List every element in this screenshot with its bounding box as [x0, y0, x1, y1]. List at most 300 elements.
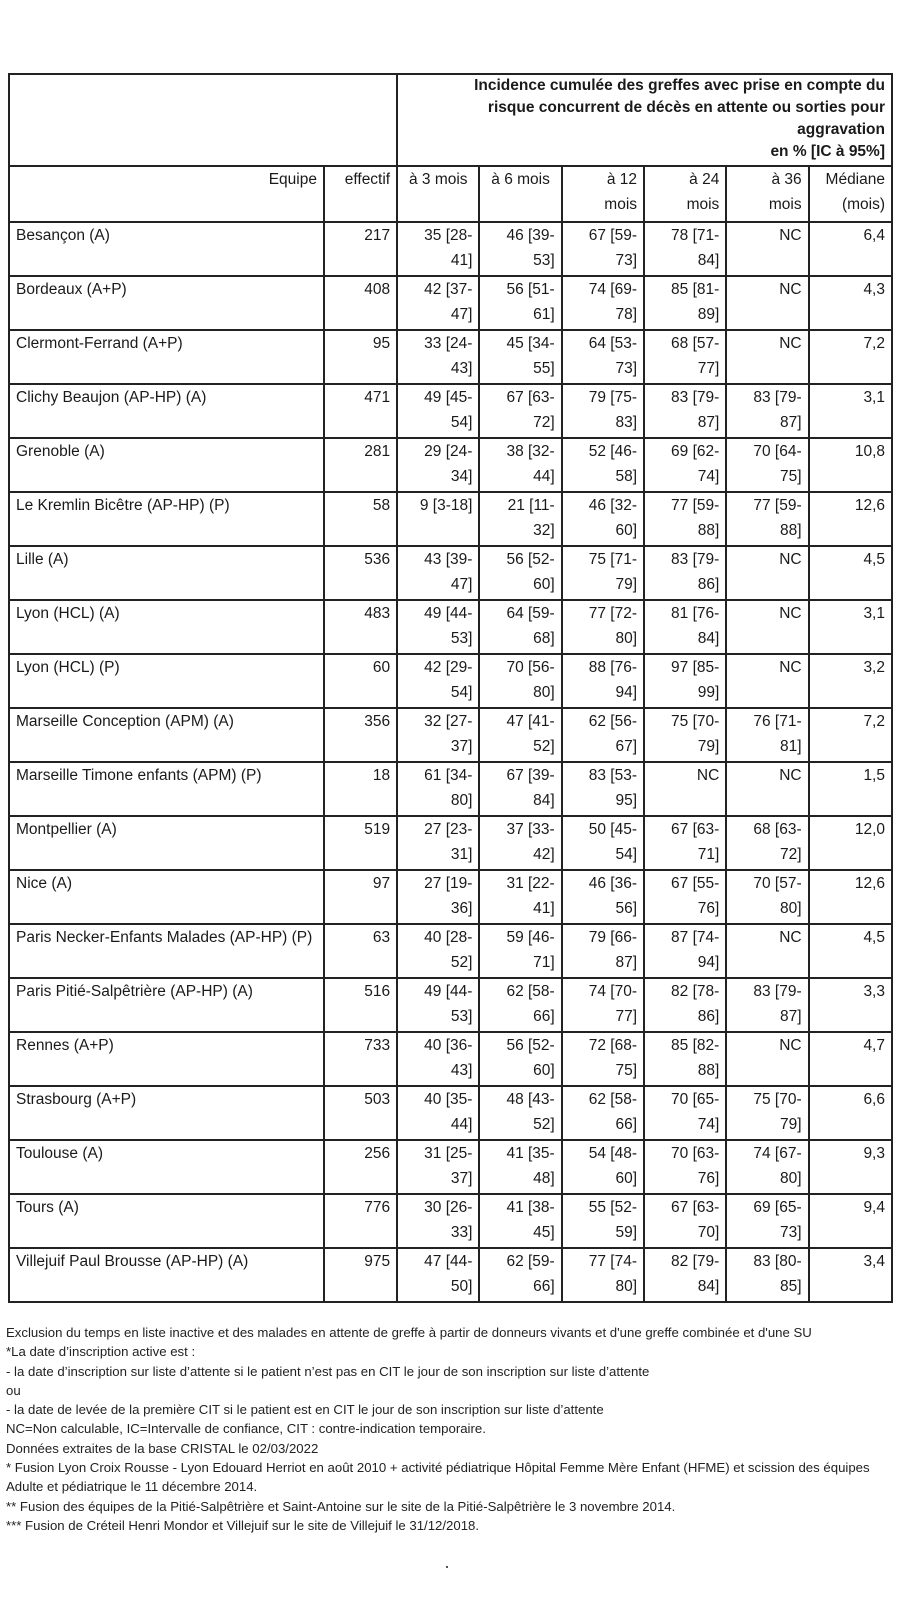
note-line: - la date d’inscription sur liste d’attente si le patient n’est pas en CIT le jour de son inscription sur liste d’attente [6, 1363, 650, 1379]
cell-equipe: Lyon (HCL) (P) [9, 654, 324, 708]
cell-m6 [479, 222, 561, 276]
cell-line: NC [779, 929, 802, 946]
cell-m24 [644, 978, 726, 1032]
cell-effectif: 733 [324, 1032, 397, 1086]
table-row [9, 330, 892, 384]
cell-effectif: 503 [324, 1086, 397, 1140]
cell-m3 [397, 1140, 479, 1194]
cell-line: 38 [32- [506, 443, 555, 460]
cell-effectif: 471 [324, 384, 397, 438]
cell-m36 [726, 1194, 808, 1248]
cell-line [733, 248, 801, 273]
cell-line: 43] [450, 360, 473, 377]
cell-effectif: 356 [324, 708, 397, 762]
cell-line: NC [779, 551, 802, 568]
cell-line: 50] [450, 1278, 473, 1295]
cell-equipe: Toulouse (A) [9, 1140, 324, 1194]
cell-m3 [397, 1086, 479, 1140]
cell-line: 80] [615, 630, 638, 647]
cell-mediane: 3,2 [809, 654, 892, 708]
cell-line: 68 [63- [753, 821, 802, 838]
header-blank-cell [9, 74, 397, 166]
cell-line: 54] [615, 846, 638, 863]
cell-line: 69 [62- [671, 443, 720, 460]
note-line: Données extraites de la base CRISTAL le 02/03/2022 [6, 1440, 319, 1456]
cell-m24 [644, 816, 726, 870]
cell-m36 [726, 438, 808, 492]
cell-line: 37] [450, 738, 473, 755]
cell-m36 [726, 1248, 808, 1302]
cell-m3 [397, 924, 479, 978]
cell-m12 [562, 600, 644, 654]
cell-mediane: 3,1 [809, 384, 892, 438]
note-line: Exclusion du temps en liste inactive et des malades en attente de greffe à partir de donneurs vivants et d'une greffe combinée et d'une SU [6, 1325, 812, 1340]
cell-line [733, 626, 801, 651]
cell-line: 66] [533, 1278, 555, 1295]
cell-line: 88] [780, 522, 802, 539]
cell-line: 34] [450, 468, 473, 485]
cell-m12 [562, 978, 644, 1032]
cell-equipe: Grenoble (A) [9, 438, 324, 492]
cell-line: 54 [48- [588, 1145, 638, 1162]
cell-line: 47] [450, 306, 473, 323]
cell-line: 74] [697, 468, 720, 485]
cell-line: 52] [450, 954, 473, 971]
cell-line: 75 [70- [753, 1091, 802, 1108]
cell-m24 [644, 276, 726, 330]
cell-m6 [479, 384, 561, 438]
cell-line: 60] [533, 1062, 555, 1079]
col-header-36-mois: à 36 mois [726, 166, 808, 222]
cell-equipe: Paris Necker-Enfants Malades (AP-HP) (P) [9, 924, 324, 978]
cell-line: 80] [780, 1170, 802, 1187]
cell-line: 33] [450, 1224, 473, 1241]
cell-effectif: 97 [324, 870, 397, 924]
cell-line: 73] [615, 360, 638, 377]
cell-line: 40 [28- [424, 929, 473, 946]
cell-effectif: 256 [324, 1140, 397, 1194]
cell-line: 72] [533, 414, 555, 431]
cell-effectif: 975 [324, 1248, 397, 1302]
cell-m24 [644, 654, 726, 708]
table-row [9, 1140, 892, 1194]
cell-line: 74 [69- [588, 281, 638, 298]
cell-m12 [562, 276, 644, 330]
table-row [9, 492, 892, 546]
cell-m24 [644, 492, 726, 546]
cell-line: 87] [615, 954, 638, 971]
cell-equipe: Lille (A) [9, 546, 324, 600]
cell-equipe: Tours (A) [9, 1194, 324, 1248]
cell-line: 74] [697, 1116, 720, 1133]
cell-line: 88] [697, 1062, 720, 1079]
table-row [9, 708, 892, 762]
note-line: *La date d’inscription active est : [6, 1344, 196, 1360]
cell-line: 87] [780, 1008, 802, 1025]
cell-line: 35 [28- [424, 227, 473, 244]
cell-m24 [644, 1140, 726, 1194]
cell-line: 77] [697, 360, 720, 377]
cell-m6 [479, 1032, 561, 1086]
cell-line [733, 572, 801, 597]
cell-m12 [562, 1194, 644, 1248]
cell-line: 54] [450, 414, 473, 431]
cell-line: 31] [450, 846, 473, 863]
cell-line: 75] [780, 468, 802, 485]
table-row [9, 1086, 892, 1140]
cell-line: 73] [615, 252, 638, 269]
cell-m24 [644, 438, 726, 492]
cell-m24 [644, 600, 726, 654]
cell-m36 [726, 222, 808, 276]
cell-equipe: Marseille Conception (APM) (A) [9, 708, 324, 762]
cell-m3 [397, 1032, 479, 1086]
cell-line: 62 [58- [506, 983, 555, 1000]
cell-line: 66] [615, 1116, 638, 1133]
cell-line: 42 [37- [424, 281, 473, 298]
cell-mediane: 7,2 [809, 330, 892, 384]
cell-line: 84] [533, 792, 555, 809]
cell-line: 52] [533, 738, 555, 755]
note-line: ** Fusion des équipes de la Pitié-Salpêtrière et Saint-Antoine sur le site de la Pitié-Salpêtrière le 3 novembre 2014. [6, 1498, 676, 1514]
cell-line: 67] [615, 738, 638, 755]
cell-line: 77 [72- [588, 605, 638, 622]
cell-m36 [726, 276, 808, 330]
table-row [9, 762, 892, 816]
table-row [9, 546, 892, 600]
cell-m3 [397, 222, 479, 276]
cell-line: 62 [59- [506, 1253, 555, 1270]
cell-m12 [562, 870, 644, 924]
cell-mediane: 6,4 [809, 222, 892, 276]
cell-line: 70 [56- [506, 659, 555, 676]
table-header-columns [9, 166, 892, 222]
cell-m12 [562, 1032, 644, 1086]
cell-line: 81 [76- [671, 605, 720, 622]
cell-line: 83] [615, 414, 638, 431]
cell-line: 53] [533, 252, 555, 269]
cell-line: 85] [780, 1278, 802, 1295]
cell-effectif: 776 [324, 1194, 397, 1248]
cell-line: 70 [65- [671, 1091, 720, 1108]
cell-line: 80] [615, 1278, 638, 1295]
cell-mediane: 4,7 [809, 1032, 892, 1086]
cell-line: 49 [44- [424, 605, 473, 622]
cell-line: 36] [450, 900, 473, 917]
col-header-12-mois: à 12 mois [562, 166, 644, 222]
cell-m24 [644, 870, 726, 924]
cell-m36 [726, 1086, 808, 1140]
cell-effectif: 217 [324, 222, 397, 276]
cell-line: 21 [11- [507, 497, 555, 514]
cell-line: 55] [533, 360, 555, 377]
cell-line: 79] [780, 1116, 802, 1133]
cell-equipe: Lyon (HCL) (A) [9, 600, 324, 654]
cell-m12 [562, 438, 644, 492]
cell-equipe: Bordeaux (A+P) [9, 276, 324, 330]
cell-mediane: 4,3 [809, 276, 892, 330]
cell-line: 41] [533, 900, 555, 917]
cell-line: 30 [26- [424, 1199, 473, 1216]
cell-m6 [479, 762, 561, 816]
table-row [9, 276, 892, 330]
cell-effectif: 408 [324, 276, 397, 330]
cell-m36 [726, 924, 808, 978]
cell-line: 88] [697, 522, 720, 539]
cell-line: 44] [533, 468, 555, 485]
table-notes [6, 1323, 891, 1535]
cell-m12 [562, 1248, 644, 1302]
cell-m3 [397, 330, 479, 384]
cell-line: 67 [59- [588, 227, 638, 244]
cell-line: 95] [615, 792, 638, 809]
cell-m3 [397, 1194, 479, 1248]
page-mark [446, 1566, 448, 1568]
cell-mediane: 4,5 [809, 924, 892, 978]
cell-m12 [562, 492, 644, 546]
cell-line: 83 [79- [671, 551, 720, 568]
cell-m12 [562, 762, 644, 816]
cell-line [733, 1058, 801, 1083]
cell-line: 52] [533, 1116, 555, 1133]
cell-line: 83 [80- [753, 1253, 802, 1270]
cell-m24 [644, 1032, 726, 1086]
cell-line: 79 [75- [588, 389, 638, 406]
cell-line: 42 [29- [424, 659, 473, 676]
cell-line: 78 [71- [671, 227, 720, 244]
cell-line: 80] [533, 684, 555, 701]
cell-line: 37 [33- [506, 821, 555, 838]
cell-line: 29 [24- [424, 443, 473, 460]
cell-m24 [644, 222, 726, 276]
cell-m3 [397, 708, 479, 762]
cell-m3 [397, 654, 479, 708]
cell-line: 75 [70- [671, 713, 720, 730]
cell-mediane: 3,1 [809, 600, 892, 654]
cell-line: 83 [79- [753, 389, 802, 406]
cell-equipe: Besançon (A) [9, 222, 324, 276]
cell-m6 [479, 492, 561, 546]
cell-m12 [562, 924, 644, 978]
cell-m36 [726, 654, 808, 708]
cell-effectif: 58 [324, 492, 397, 546]
cell-m6 [479, 1140, 561, 1194]
cell-line: 81] [780, 738, 802, 755]
cell-line [733, 950, 801, 975]
cell-line: 86] [697, 576, 720, 593]
cell-line: 99] [697, 684, 720, 701]
cell-mediane: 1,5 [809, 762, 892, 816]
cell-m36 [726, 978, 808, 1032]
table-row [9, 1194, 892, 1248]
cell-m12 [562, 384, 644, 438]
cell-equipe: Villejuif Paul Brousse (AP-HP) (A) [9, 1248, 324, 1302]
header-title-line: en % [IC à 95%] [770, 143, 885, 160]
cell-m3 [397, 276, 479, 330]
cell-m3 [397, 600, 479, 654]
table-body [9, 222, 892, 1302]
cell-equipe: Rennes (A+P) [9, 1032, 324, 1086]
col-header-6-mois: à 6 mois [479, 166, 561, 222]
cell-effectif: 18 [324, 762, 397, 816]
cell-line: 27 [19- [424, 875, 473, 892]
cell-line: 53] [450, 630, 473, 647]
col-header-24-mois: à 24 mois [644, 166, 726, 222]
cell-m24 [644, 384, 726, 438]
cell-line: 43 [39- [424, 551, 473, 568]
cell-line: 47 [41- [506, 713, 555, 730]
cell-line: 87 [74- [671, 929, 720, 946]
note-line: NC=Non calculable, IC=Intervalle de confiance, CIT : contre-indication temporaire. [6, 1421, 486, 1437]
cell-line: NC [779, 659, 802, 676]
cell-line: 33 [24- [424, 335, 473, 352]
header-title-cell [397, 74, 892, 166]
cell-line: 41 [35- [506, 1145, 555, 1162]
cell-line: 76] [697, 1170, 720, 1187]
cell-m12 [562, 654, 644, 708]
table-row [9, 924, 892, 978]
cell-line: 88 [76- [588, 659, 638, 676]
cell-m6 [479, 708, 561, 762]
cell-line: 74 [70- [588, 983, 638, 1000]
cell-line: 60] [615, 522, 638, 539]
cell-m24 [644, 1248, 726, 1302]
cell-line: 77] [615, 1008, 638, 1025]
cell-line: 76 [71- [753, 713, 802, 730]
cell-line: 41] [450, 252, 473, 269]
cell-line: 56 [52- [506, 1037, 555, 1054]
cell-line [733, 680, 801, 705]
cell-line: 82 [78- [671, 983, 720, 1000]
cell-m3 [397, 870, 479, 924]
cell-m36 [726, 762, 808, 816]
cell-line: 72] [780, 846, 802, 863]
cell-line: 54] [450, 684, 473, 701]
cell-line: 62 [56- [588, 713, 638, 730]
header-title-line: Incidence cumulée des greffes avec prise en compte du [474, 77, 885, 94]
cell-mediane: 9,4 [809, 1194, 892, 1248]
cell-equipe: Nice (A) [9, 870, 324, 924]
cell-line: 72 [68- [588, 1037, 638, 1054]
cell-line [733, 788, 801, 813]
col-header-equipe: Equipe [9, 166, 324, 222]
cell-m3 [397, 1248, 479, 1302]
cell-effectif: 536 [324, 546, 397, 600]
cell-m12 [562, 222, 644, 276]
cell-equipe: Marseille Timone enfants (APM) (P) [9, 762, 324, 816]
cell-line: 41 [38- [506, 1199, 555, 1216]
table-row [9, 384, 892, 438]
cell-m24 [644, 924, 726, 978]
cell-m24 [644, 762, 726, 816]
cell-m6 [479, 330, 561, 384]
cell-line: 84] [697, 1278, 720, 1295]
cell-line: 48] [533, 1170, 555, 1187]
cell-m36 [726, 708, 808, 762]
cell-m3 [397, 384, 479, 438]
cell-m3 [397, 978, 479, 1032]
cell-line: NC [779, 1037, 802, 1054]
cell-effectif: 281 [324, 438, 397, 492]
cell-m24 [644, 1194, 726, 1248]
cell-line: 56 [52- [506, 551, 555, 568]
header-title-line: risque concurrent de décès en attente ou sorties pour [487, 99, 885, 116]
cell-m12 [562, 330, 644, 384]
cell-m3 [397, 762, 479, 816]
note-line: * Fusion Lyon Croix Rousse - Lyon Edouard Herriot en août 2010 + activité pédiatrique Hôpital Femme Mère Enfant (HFME) et scission des équipes Adulte et pédiatrique le 11 décembre 2014. [6, 1460, 870, 1495]
cell-mediane: 3,3 [809, 978, 892, 1032]
cell-line: 80] [780, 900, 802, 917]
cell-line: 74 [67- [753, 1145, 802, 1162]
cell-line [651, 788, 719, 813]
cell-m12 [562, 816, 644, 870]
cell-line: 49 [45- [424, 389, 473, 406]
cell-equipe: Montpellier (A) [9, 816, 324, 870]
table-row [9, 438, 892, 492]
cell-line: 71] [533, 954, 555, 971]
col-header-3-mois: à 3 mois [397, 166, 479, 222]
cell-m24 [644, 1086, 726, 1140]
cell-line: 66] [533, 1008, 555, 1025]
cell-line: 97 [85- [671, 659, 720, 676]
cell-mediane: 9,3 [809, 1140, 892, 1194]
cell-line: 69 [65- [753, 1199, 802, 1216]
col-header-effectif: effectif [324, 166, 397, 222]
cell-line: 48 [43- [506, 1091, 555, 1108]
cell-line: 89] [697, 306, 720, 323]
cell-line: NC [779, 335, 802, 352]
table-row [9, 816, 892, 870]
table-row [9, 600, 892, 654]
cell-line: 64 [53- [588, 335, 638, 352]
cell-line: 56] [615, 900, 638, 917]
table-row [9, 1032, 892, 1086]
cell-line: 31 [25- [424, 1145, 473, 1162]
cell-line: 87] [780, 414, 802, 431]
cell-m36 [726, 600, 808, 654]
cell-line: 67 [63- [506, 389, 555, 406]
cell-line: 47] [450, 576, 473, 593]
cell-effectif: 95 [324, 330, 397, 384]
cell-m6 [479, 1248, 561, 1302]
cell-line: 37] [450, 1170, 473, 1187]
cell-line: 45 [34- [506, 335, 555, 352]
cell-line: 85 [82- [671, 1037, 720, 1054]
cell-line: 79 [66- [588, 929, 638, 946]
cell-line: 62 [58- [588, 1091, 638, 1108]
cell-equipe: Paris Pitié-Salpêtrière (AP-HP) (A) [9, 978, 324, 1032]
cell-m3 [397, 816, 479, 870]
cell-mediane: 7,2 [809, 708, 892, 762]
cell-line: 67 [63- [671, 821, 720, 838]
cell-line: 42] [533, 846, 555, 863]
col-header-mediane: Médiane (mois) [809, 166, 892, 222]
cell-line: 82 [79- [671, 1253, 720, 1270]
cell-line: 55 [52- [588, 1199, 638, 1216]
cell-line: 68 [57- [671, 335, 720, 352]
cell-m6 [479, 1194, 561, 1248]
cell-line: 50 [45- [588, 821, 638, 838]
cell-line: 83 [79- [753, 983, 802, 1000]
table-row [9, 654, 892, 708]
cell-effectif: 63 [324, 924, 397, 978]
cell-line [733, 302, 801, 327]
cell-m6 [479, 600, 561, 654]
cell-line: 70 [64- [753, 443, 802, 460]
cell-line: 87] [697, 414, 720, 431]
cell-line: 56 [51- [506, 281, 555, 298]
cell-line: 94] [615, 684, 638, 701]
